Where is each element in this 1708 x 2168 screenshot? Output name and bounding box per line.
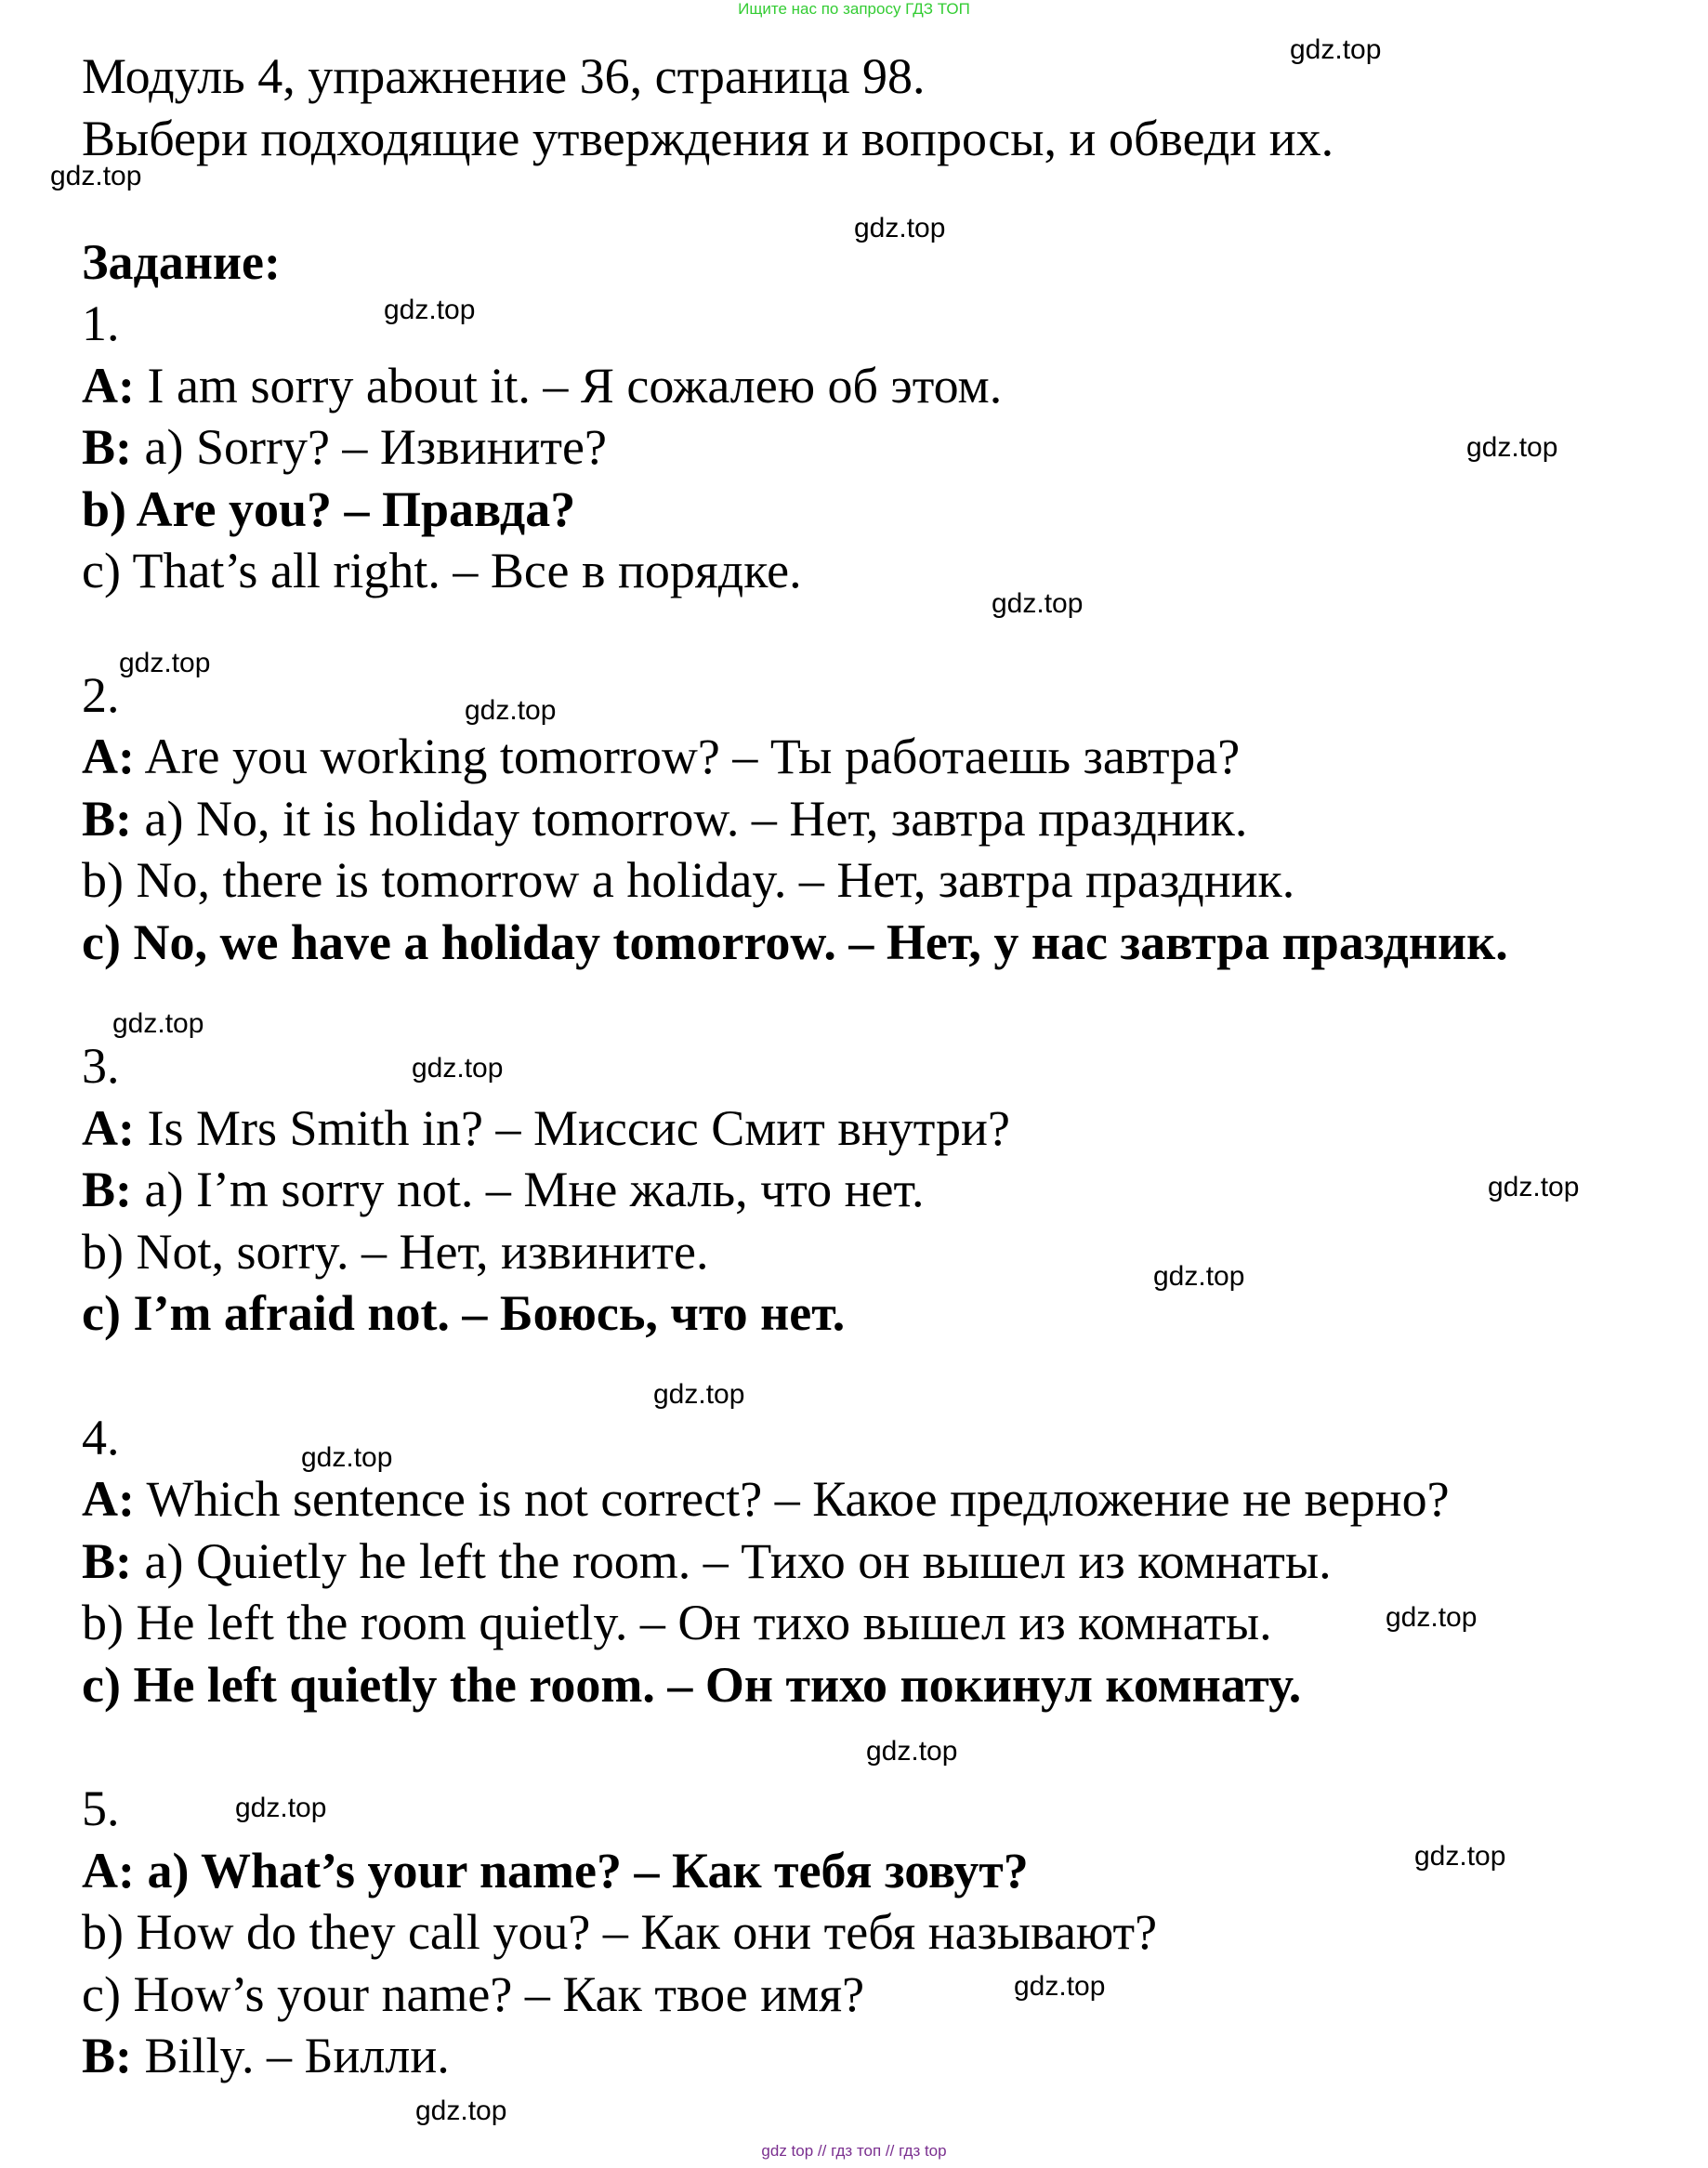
item-1-option-c: c) That’s all right. – Все в порядке. xyxy=(82,543,802,598)
speaker-a-label: A: xyxy=(82,1100,135,1156)
item-2-number: 2. xyxy=(82,667,120,723)
watermark: gdz.top xyxy=(1386,1602,1478,1633)
speaker-b-label: B: xyxy=(82,2028,132,2083)
option-text: a) Quietly he left the room. – Тихо он вышел из комнаты. xyxy=(132,1533,1332,1589)
bottom-banner: gdz top // гдз топ // гдз top xyxy=(761,2142,947,2160)
watermark: gdz.top xyxy=(412,1053,504,1084)
speaker-a-label: A: xyxy=(82,358,135,414)
page-title: Модуль 4, упражнение 36, страница 98. xyxy=(82,48,926,104)
watermark: gdz.top xyxy=(301,1442,393,1473)
question-text: I am sorry about it. – Я сожалею об этом. xyxy=(134,358,1003,414)
watermark: gdz.top xyxy=(112,1008,204,1039)
item-1-question xyxy=(82,358,1002,414)
watermark: gdz.top xyxy=(384,295,476,325)
item-5-option-a-correct: A: a) What’s your name? – Как тебя зовут? xyxy=(82,1843,1029,1899)
option-text: a) I’m sorry not. – Мне жаль, что нет. xyxy=(132,1162,925,1217)
watermark: gdz.top xyxy=(854,213,946,243)
option-text: a) No, it is holiday tomorrow. – Нет, завтра праздник. xyxy=(132,791,1248,847)
item-1-number: 1. xyxy=(82,296,120,351)
item-4-question xyxy=(82,1471,1450,1527)
item-1-option-b-correct: b) Are you? – Правда? xyxy=(82,481,576,537)
watermark: gdz.top xyxy=(235,1793,327,1823)
watermark: gdz.top xyxy=(415,2096,507,2126)
watermark: gdz.top xyxy=(1414,1841,1506,1872)
watermark: gdz.top xyxy=(1466,432,1558,463)
watermark: gdz.top xyxy=(1014,1971,1106,2002)
item-5-number: 5. xyxy=(82,1780,120,1836)
task-label: Задание: xyxy=(82,234,281,290)
item-3-option-b: b) Not, sorry. – Нет, извините. xyxy=(82,1224,709,1280)
question-text: Which sentence is not correct? – Какое предложение не верно? xyxy=(134,1471,1450,1527)
speaker-b-label: B: xyxy=(82,1533,132,1589)
item-2-option-c-correct: c) No, we have a holiday tomorrow. – Нет, у нас завтра праздник. xyxy=(82,914,1508,970)
item-4-number: 4. xyxy=(82,1410,120,1465)
speaker-b-label: B: xyxy=(82,791,132,847)
item-2-option-a xyxy=(82,791,1247,847)
speaker-a-label: A: xyxy=(82,1471,135,1527)
item-3-question xyxy=(82,1100,1010,1156)
item-1-option-a xyxy=(82,419,607,475)
question-text: Are you working tomorrow? – Ты работаешь завтра? xyxy=(134,729,1241,784)
top-banner: Ищите нас по запросу ГДЗ ТОП xyxy=(738,0,970,18)
watermark: gdz.top xyxy=(465,695,557,726)
instruction: Выбери подходящие утверждения и вопросы, и обведи их. xyxy=(82,111,1334,166)
option-text: a) Sorry? – Извините? xyxy=(132,419,607,475)
watermark: gdz.top xyxy=(992,588,1084,619)
item-4-option-a xyxy=(82,1533,1332,1589)
item-3-option-c-correct: c) I’m afraid not. – Боюсь, что нет. xyxy=(82,1285,846,1341)
watermark: gdz.top xyxy=(653,1379,745,1410)
item-4-option-b: b) He left the room quietly. – Он тихо вышел из комнаты. xyxy=(82,1595,1272,1650)
item-4-option-c-correct: c) He left quietly the room. – Он тихо покинул комнату. xyxy=(82,1657,1302,1713)
watermark: gdz.top xyxy=(1153,1261,1245,1292)
item-5-option-c: c) How’s your name? – Как твое имя? xyxy=(82,1966,865,2022)
item-2-question xyxy=(82,729,1240,784)
watermark: gdz.top xyxy=(119,648,211,678)
watermark: gdz.top xyxy=(1290,34,1382,65)
item-3-number: 3. xyxy=(82,1038,120,1094)
item-5-option-b: b) How do they call you? – Как они тебя называют? xyxy=(82,1904,1158,1960)
speaker-b-label: B: xyxy=(82,419,132,475)
watermark: gdz.top xyxy=(1488,1172,1580,1202)
item-3-option-a xyxy=(82,1162,925,1217)
watermark: gdz.top xyxy=(50,161,142,191)
speaker-b-label: B: xyxy=(82,1162,132,1217)
item-2-option-b: b) No, there is tomorrow a holiday. – Нет, завтра праздник. xyxy=(82,852,1295,908)
item-5-answer xyxy=(82,2028,450,2083)
answer-text: Billy. – Билли. xyxy=(132,2028,450,2083)
speaker-a-label: A: xyxy=(82,729,135,784)
question-text: Is Mrs Smith in? – Миссис Смит внутри? xyxy=(134,1100,1010,1156)
watermark: gdz.top xyxy=(866,1736,958,1767)
